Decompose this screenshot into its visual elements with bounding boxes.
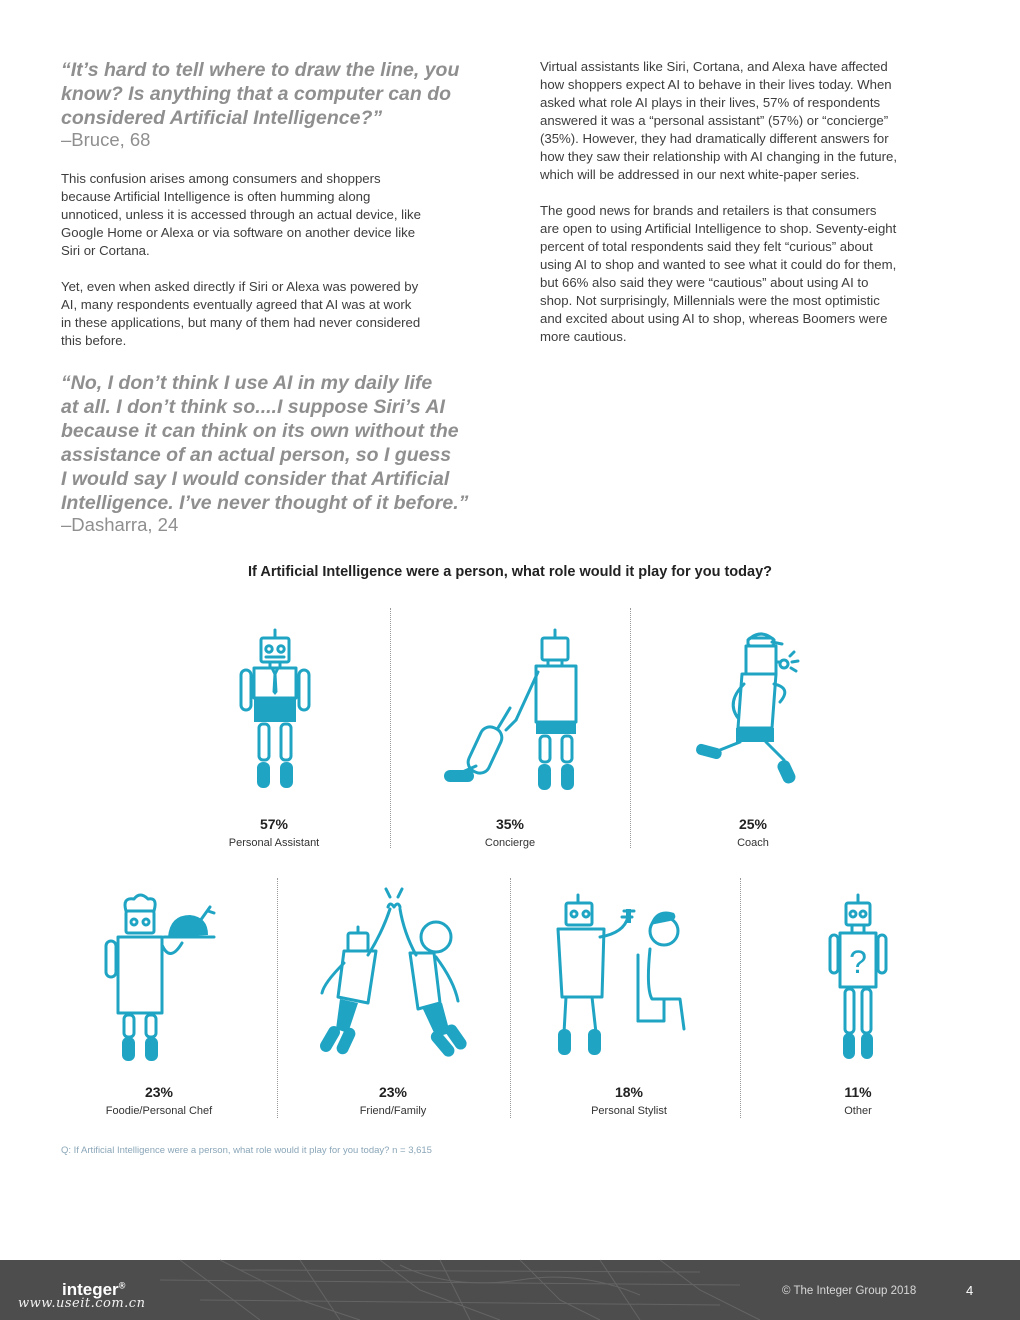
text-line: and excited about using AI to shop, whereas Boomers were: [540, 311, 888, 326]
value-label: 25%: [738, 816, 768, 832]
svg-text:?: ?: [849, 944, 867, 980]
quote-line: considered Artificial Intelligence?”: [61, 107, 383, 129]
survey-footnote: Q: If Artificial Intelligence were a person, what role would it play for you today? n = 3,615: [61, 1145, 432, 1156]
chart-title: If Artificial Intelligence were a person, what role would it play for you today?: [248, 564, 772, 580]
text-line: which will be addressed in our next white-paper series.: [540, 167, 860, 182]
quote-line: know? Is anything that a computer can do: [61, 83, 452, 105]
text-line: answered it was a “personal assistant” (57%) or “concierge”: [540, 113, 889, 128]
column-divider: [510, 878, 511, 1118]
text-line: (35%). However, they had dramatically different answers for: [540, 131, 889, 146]
paragraph-good-news: [540, 202, 980, 346]
quote-line: “It’s hard to tell where to draw the line, you: [61, 59, 460, 81]
robot-vacuum-icon: [440, 628, 590, 793]
page-number: 4: [966, 1283, 974, 1298]
quote-line: “No, I don’t think I use AI in my daily life: [61, 372, 433, 394]
quote-line: I would say I would consider that Artificial: [61, 468, 450, 490]
text-line: Google Home or Alexa or via software on another device like: [61, 225, 416, 240]
text-line: AI, many respondents eventually agreed that AI was at work: [61, 297, 412, 312]
quote-line: Intelligence. I’ve never thought of it before.”: [61, 492, 469, 514]
value-label: 57%: [259, 816, 289, 832]
watermark-text: www.useit.com.cn: [18, 1296, 146, 1311]
text-line: how they saw their relationship with AI changing in the future,: [540, 149, 898, 164]
text-line: The good news for brands and retailers is that consumers: [540, 203, 877, 218]
quote-line: at all. I don’t think so....I suppose Siri’s AI: [61, 396, 445, 418]
value-label: 23%: [378, 1084, 408, 1100]
robot-stylist-icon: [552, 893, 702, 1063]
quote-line: assistance of an actual person, so I guess: [61, 444, 452, 466]
value-label: 11%: [844, 1084, 872, 1100]
paragraph-confusion: [61, 170, 501, 260]
robot-coach-icon: [692, 628, 812, 788]
category-label: Concierge: [484, 837, 536, 849]
text-line: how shoppers expect AI to behave in their lives today. When: [540, 77, 892, 92]
robot-high-five-icon: [318, 893, 468, 1063]
page-footer: [0, 1260, 1020, 1320]
robot-assistant-icon: [232, 628, 318, 798]
robot-chef-icon: [100, 893, 220, 1063]
text-line: but 66% also said they were “cautious” about using AI to: [540, 275, 869, 290]
column-divider: [390, 608, 391, 848]
text-line: asked what role AI plays in their lives, 57% of respondents: [540, 95, 881, 110]
text-line: percent of total respondents said they felt “curious” about: [540, 239, 873, 254]
brand-registered-mark: ®: [118, 1280, 126, 1291]
value-label: 18%: [614, 1084, 644, 1100]
robot-question-icon: [826, 893, 890, 1063]
text-line: because Artificial Intelligence is often humming along: [61, 189, 371, 204]
quote-bruce: [61, 58, 501, 130]
category-label: Other: [844, 1105, 872, 1117]
category-label: Coach: [737, 837, 769, 849]
column-divider: [630, 608, 631, 848]
copyright-text: © The Integer Group 2018: [782, 1285, 917, 1297]
category-label: Foodie/Personal Chef: [105, 1105, 213, 1117]
column-divider: [740, 878, 741, 1118]
category-label: Personal Stylist: [591, 1105, 667, 1117]
quote-bruce-attribution: –Bruce, 68: [61, 129, 151, 150]
paragraph-virtual-assistants: [540, 58, 980, 184]
text-line: This confusion arises among consumers and shoppers: [61, 171, 381, 186]
value-label: 35%: [495, 816, 525, 832]
text-line: are open to using Artificial Intelligence to shop. Seventy-eight: [540, 221, 897, 236]
text-line: unnoticed, unless it is accessed through an actual device, like: [61, 207, 421, 222]
quote-line: because it can think on its own without the: [61, 420, 459, 442]
brand-name: integer: [62, 1280, 119, 1299]
category-label: Personal Assistant: [228, 837, 320, 849]
text-line: shop. Not surprisingly, Millennials were the most optimistic: [540, 293, 880, 308]
text-line: using AI to shop and wanted to see what it could do for them,: [540, 257, 897, 272]
quote-dasharra: [61, 371, 511, 515]
text-line: this before.: [61, 333, 127, 348]
column-divider: [277, 878, 278, 1118]
text-line: Siri or Cortana.: [61, 243, 150, 258]
category-label: Friend/Family: [359, 1105, 427, 1117]
quote-dasharra-attribution: –Dasharra, 24: [61, 514, 179, 535]
text-line: Yet, even when asked directly if Siri or Alexa was powered by: [61, 279, 419, 294]
text-line: more cautious.: [540, 329, 627, 344]
paragraph-siri-alexa: [61, 278, 501, 350]
text-line: Virtual assistants like Siri, Cortana, and Alexa have affected: [540, 59, 888, 74]
text-line: in these applications, but many of them had never considered: [61, 315, 421, 330]
value-label: 23%: [144, 1084, 174, 1100]
